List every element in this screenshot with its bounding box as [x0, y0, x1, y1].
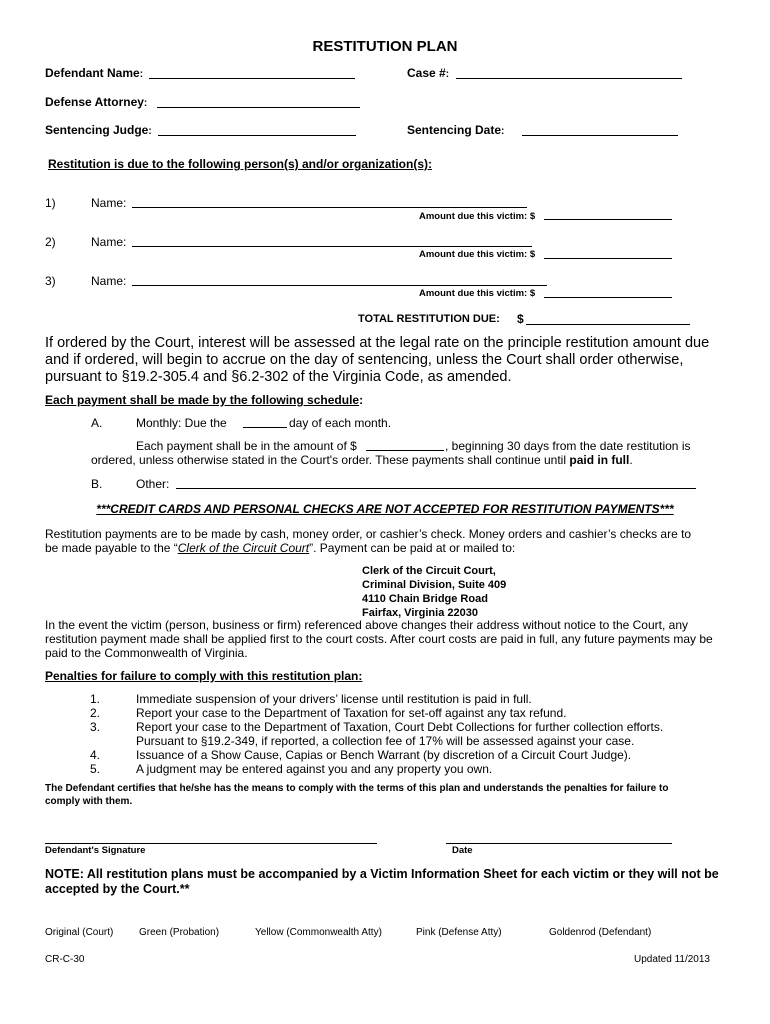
payment-amount-label: Each payment shall be in the amount of $ [136, 439, 357, 453]
victim-name-field[interactable] [132, 207, 527, 208]
copy-green: Green (Probation) [139, 927, 220, 938]
updated-date: Updated 11/2013 [634, 954, 710, 965]
copy-pink: Pink (Defense Atty) [416, 927, 502, 938]
address-line: Criminal Division, Suite 409 [362, 579, 507, 591]
payment-amount-field[interactable] [366, 450, 444, 451]
other-schedule-label: Other: [136, 477, 170, 491]
address-line: 4110 Chain Bridge Road [362, 593, 488, 605]
other-schedule-field[interactable] [176, 488, 696, 489]
signature-date-field[interactable] [446, 843, 672, 844]
signature-date-label: Date [452, 845, 473, 856]
victim-amount-field[interactable] [544, 219, 672, 220]
address-line: Fairfax, Virginia 22030 [362, 607, 478, 619]
monthly-due-label: Monthly: Due the [136, 416, 227, 430]
victim-name-label: Name: [91, 274, 127, 288]
address-line: Clerk of the Circuit Court, [362, 565, 496, 577]
defendant-name-field[interactable] [149, 78, 355, 79]
form-id: CR-C-30 [45, 954, 85, 965]
interest-paragraph: If ordered by the Court, interest will be assessed at the legal rate on the principle restitution amount due and if ordered, will begin to accrue on the day of sentencing, unless the Court shall order otherwise, pursuant to §19.2-305.4 and §6.2-302 of the Virginia Code, as amended. [45, 335, 710, 385]
total-restitution-label: TOTAL RESTITUTION DUE: [358, 313, 500, 325]
certification-statement [45, 782, 668, 808]
certification-line: The Defendant certifies that he/she has the means to comply with the terms of this plan and understands the penalties for failure to [45, 783, 669, 794]
victims-heading: Restitution is due to the following person(s) and/or organization(s): [48, 157, 432, 171]
case-number-field[interactable] [456, 78, 682, 79]
defendant-signature-label: Defendant's Signature [45, 845, 146, 856]
paragraph-line: paid to the Commonwealth of Virginia. [45, 646, 248, 660]
monthly-due-day-field[interactable] [243, 427, 287, 428]
victim-amount-label: Amount due this victim: $ [419, 288, 536, 299]
total-currency: $ [517, 312, 524, 326]
payment-amount-suffix: , beginning 30 days from the date restitution is [445, 439, 691, 453]
copy-yellow: Yellow (Commonwealth Atty) [255, 927, 382, 938]
sentencing-date-label: Sentencing Date: [407, 123, 505, 137]
page-title: RESTITUTION PLAN [312, 38, 458, 55]
victim-number: 3) [45, 274, 56, 288]
penalties-list [90, 692, 663, 776]
mailing-address [362, 564, 506, 620]
victim-address-change-paragraph [45, 618, 713, 660]
penalty-item: 5. A judgment may be entered against you and any property you own. [90, 762, 493, 776]
paragraph-line: restitution payment made shall be applied first to the court costs. After court costs are paid in full, any future payments may be [45, 632, 713, 646]
penalty-item: 2. Report your case to the Department of Taxation for set-off against any tax refund. [90, 706, 567, 720]
victim-number: 1) [45, 196, 56, 210]
victim-amount-label: Amount due this victim: $ [419, 249, 536, 260]
defense-attorney-field[interactable] [157, 107, 360, 108]
defense-attorney-label: Defense Attorney: [45, 95, 148, 109]
monthly-due-suffix: day of each month. [289, 416, 392, 430]
copy-goldenrod: Goldenrod (Defendant) [549, 927, 652, 938]
schedule-heading: Each payment shall be made by the following schedule: [45, 393, 364, 407]
penalty-item: 3. Report your case to the Department of Taxation, Court Debt Collections for further collection efforts. [90, 720, 664, 734]
payment-methods-text: Restitution payments are to be made by cash, money order, or cashier’s check. Money orders and cashier’s checks are to [45, 527, 692, 541]
paragraph-line: In the event the victim (person, business or firm) referenced above changes their address without notice to the Court, any [45, 618, 689, 632]
victim-info-sheet-note [45, 867, 719, 897]
schedule-a-letter: A. [91, 416, 103, 430]
case-number-label: Case #: [407, 66, 450, 80]
penalties-heading: Penalties for failure to comply with this restitution plan: [45, 669, 363, 683]
victim-amount-label: Amount due this victim: $ [419, 211, 536, 222]
victim-name-label: Name: [91, 235, 127, 249]
victim-amount-field[interactable] [544, 258, 672, 259]
certification-line: comply with them. [45, 796, 133, 807]
sentencing-date-field[interactable] [522, 135, 678, 136]
penalty-item: 1. Immediate suspension of your drivers’ license until restitution is paid in full. [90, 692, 532, 706]
victim-name-field[interactable] [132, 246, 532, 247]
victim-name-label: Name: [91, 196, 127, 210]
sentencing-judge-field[interactable] [158, 135, 356, 136]
credit-card-notice: ***CREDIT CARDS AND PERSONAL CHECKS ARE NOT ACCEPTED FOR RESTITUTION PAYMENTS*** [96, 502, 674, 516]
payment-terms-text: ordered, unless otherwise stated in the Court's order. These payments shall continue until paid in full. [91, 453, 633, 467]
victim-amount-field[interactable] [544, 297, 672, 298]
penalty-item: 4. Issuance of a Show Cause, Capias or Bench Warrant (by discretion of a Circuit Court Judge). [90, 748, 632, 762]
defendant-name-label: Defendant Name: [45, 66, 144, 80]
note-line: NOTE: All restitution plans must be accompanied by a Victim Information Sheet for each victim or they will not be [45, 867, 719, 881]
total-restitution-field[interactable] [526, 324, 690, 325]
victim-number: 2) [45, 235, 56, 249]
schedule-b-letter: B. [91, 477, 103, 491]
victim-name-field[interactable] [132, 285, 547, 286]
payable-to-text: be made payable to the “Clerk of the Circuit Court”. Payment can be paid at or mailed to: [45, 541, 516, 555]
note-line: accepted by the Court.** [45, 882, 190, 896]
copy-original: Original (Court) [45, 927, 114, 938]
penalty-item: Pursuant to §19.2-349, if reported, a collection fee of 17% will be assessed against your case. [136, 734, 635, 748]
sentencing-judge-label: Sentencing Judge: [45, 123, 152, 137]
defendant-signature-field[interactable] [45, 843, 377, 844]
